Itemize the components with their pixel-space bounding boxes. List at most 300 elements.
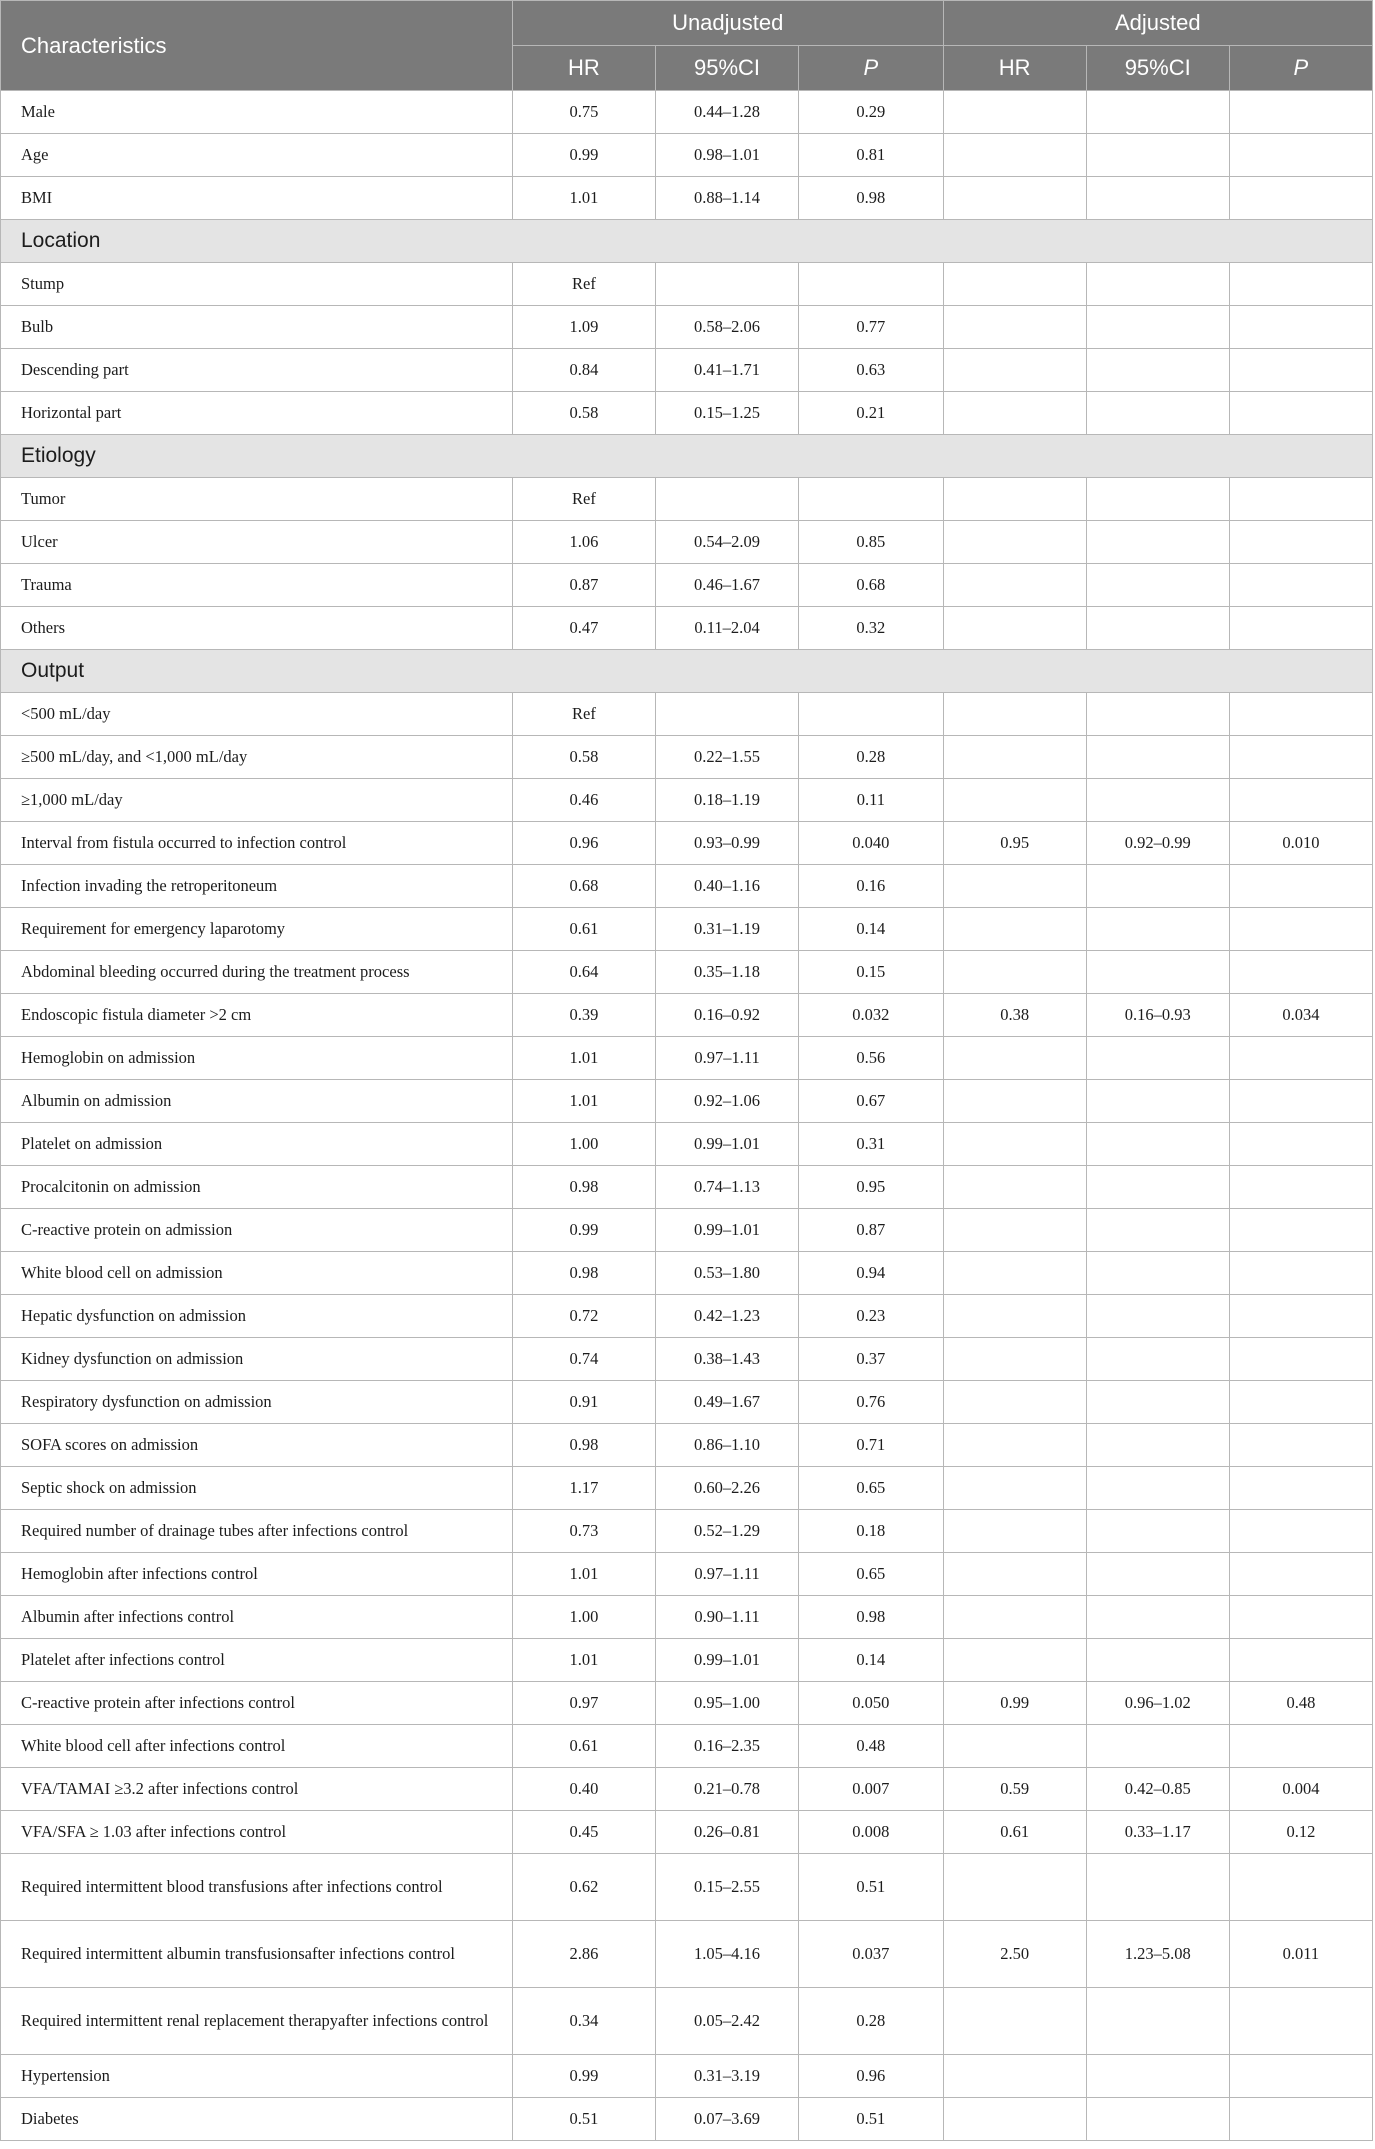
- table-row: [1, 736, 1373, 779]
- unadjusted-ci-cell: 0.42–1.23: [655, 1295, 798, 1338]
- unadjusted-p-cell: [799, 693, 944, 736]
- unadjusted-ci-cell: 0.92–1.06: [655, 1080, 798, 1123]
- characteristic-label: Tumor: [1, 478, 513, 521]
- unadjusted-hr-cell: 0.99: [512, 134, 655, 177]
- adjusted-p-cell: [1229, 1037, 1372, 1080]
- unadjusted-hr-cell: 0.47: [512, 607, 655, 650]
- table-row: [1, 478, 1373, 521]
- adjusted-ci-cell: [1086, 607, 1229, 650]
- adjusted-hr-cell: 0.38: [943, 994, 1086, 1037]
- table-row: [1, 1252, 1373, 1295]
- adjusted-hr-cell: [943, 1854, 1086, 1921]
- table-row: [1, 1295, 1373, 1338]
- unadjusted-p-cell: 0.94: [799, 1252, 944, 1295]
- unadjusted-hr-cell: 1.01: [512, 177, 655, 220]
- section-label: Output: [1, 650, 1373, 693]
- table-body: [1, 91, 1373, 2141]
- unadjusted-ci-cell: 0.46–1.67: [655, 564, 798, 607]
- adjusted-ci-cell: [1086, 392, 1229, 435]
- unadjusted-p-cell: 0.67: [799, 1080, 944, 1123]
- characteristic-label: VFA/SFA ≥ 1.03 after infections control: [1, 1811, 513, 1854]
- unadjusted-hr-cell: 0.68: [512, 865, 655, 908]
- characteristic-label: Hemoglobin on admission: [1, 1037, 513, 1080]
- unadjusted-ci-cell: 0.49–1.67: [655, 1381, 798, 1424]
- table-row: [1, 1921, 1373, 1988]
- characteristic-label: Procalcitonin on admission: [1, 1166, 513, 1209]
- unadjusted-p-cell: 0.87: [799, 1209, 944, 1252]
- unadjusted-p-cell: 0.98: [799, 1596, 944, 1639]
- characteristic-label: White blood cell on admission: [1, 1252, 513, 1295]
- adjusted-p-cell: [1229, 736, 1372, 779]
- adjusted-ci-cell: [1086, 1467, 1229, 1510]
- characteristic-label: C-reactive protein on admission: [1, 1209, 513, 1252]
- adjusted-ci-cell: [1086, 1854, 1229, 1921]
- adjusted-hr-cell: [943, 1725, 1086, 1768]
- unadjusted-p-cell: 0.007: [799, 1768, 944, 1811]
- unadjusted-p-cell: 0.23: [799, 1295, 944, 1338]
- adjusted-ci-cell: [1086, 134, 1229, 177]
- unadjusted-ci-cell: 0.35–1.18: [655, 951, 798, 994]
- unadjusted-ci-cell: 0.15–2.55: [655, 1854, 798, 1921]
- adjusted-p-cell: [1229, 1725, 1372, 1768]
- characteristic-label: Kidney dysfunction on admission: [1, 1338, 513, 1381]
- adjusted-ci-cell: [1086, 1037, 1229, 1080]
- table-row: [1, 91, 1373, 134]
- unadjusted-p-cell: 0.14: [799, 1639, 944, 1682]
- table-row: [1, 1596, 1373, 1639]
- adjusted-p-cell: [1229, 2055, 1372, 2098]
- table-row: [1, 306, 1373, 349]
- adjusted-ci-cell: [1086, 263, 1229, 306]
- adjusted-p-cell: 0.004: [1229, 1768, 1372, 1811]
- unadjusted-hr-cell: 0.73: [512, 1510, 655, 1553]
- unadjusted-hr-cell: 0.61: [512, 1725, 655, 1768]
- adjusted-hr-cell: [943, 865, 1086, 908]
- unadjusted-ci-cell: 0.21–0.78: [655, 1768, 798, 1811]
- adjusted-ci-cell: [1086, 1510, 1229, 1553]
- unadjusted-hr-cell: 0.99: [512, 2055, 655, 2098]
- header-adjusted: Adjusted: [943, 1, 1372, 46]
- unadjusted-ci-cell: 0.95–1.00: [655, 1682, 798, 1725]
- unadjusted-hr-cell: Ref: [512, 263, 655, 306]
- table-row: [1, 1682, 1373, 1725]
- unadjusted-p-cell: [799, 263, 944, 306]
- table-row: [1, 1811, 1373, 1854]
- unadjusted-ci-cell: 0.31–1.19: [655, 908, 798, 951]
- table-row: [1, 1338, 1373, 1381]
- table-row: [1, 1639, 1373, 1682]
- unadjusted-ci-cell: 0.99–1.01: [655, 1209, 798, 1252]
- unadjusted-hr-cell: 0.39: [512, 994, 655, 1037]
- unadjusted-p-cell: 0.037: [799, 1921, 944, 1988]
- unadjusted-p-cell: 0.71: [799, 1424, 944, 1467]
- adjusted-hr-cell: [943, 306, 1086, 349]
- adjusted-ci-cell: [1086, 1424, 1229, 1467]
- adjusted-hr-cell: [943, 2055, 1086, 2098]
- unadjusted-p-cell: 0.16: [799, 865, 944, 908]
- section-row: [1, 435, 1373, 478]
- unadjusted-hr-cell: 1.00: [512, 1596, 655, 1639]
- header-adjusted-p: P: [1229, 46, 1372, 91]
- adjusted-p-cell: [1229, 1166, 1372, 1209]
- table-row: [1, 951, 1373, 994]
- adjusted-hr-cell: [943, 349, 1086, 392]
- adjusted-p-cell: [1229, 1596, 1372, 1639]
- unadjusted-ci-cell: 0.16–0.92: [655, 994, 798, 1037]
- unadjusted-hr-cell: 0.91: [512, 1381, 655, 1424]
- unadjusted-p-cell: 0.15: [799, 951, 944, 994]
- unadjusted-p-cell: 0.050: [799, 1682, 944, 1725]
- characteristic-label: Required intermittent blood transfusions after infections control: [1, 1854, 513, 1921]
- table-row: [1, 564, 1373, 607]
- table-row: [1, 822, 1373, 865]
- adjusted-p-cell: 0.011: [1229, 1921, 1372, 1988]
- unadjusted-hr-cell: 0.98: [512, 1424, 655, 1467]
- characteristic-label: Diabetes: [1, 2098, 513, 2141]
- unadjusted-p-cell: 0.14: [799, 908, 944, 951]
- unadjusted-hr-cell: 1.09: [512, 306, 655, 349]
- characteristic-label: Infection invading the retroperitoneum: [1, 865, 513, 908]
- adjusted-ci-cell: [1086, 2098, 1229, 2141]
- unadjusted-p-cell: 0.63: [799, 349, 944, 392]
- adjusted-p-cell: [1229, 693, 1372, 736]
- unadjusted-hr-cell: 0.74: [512, 1338, 655, 1381]
- table-row: [1, 392, 1373, 435]
- characteristic-label: VFA/TAMAI ≥3.2 after infections control: [1, 1768, 513, 1811]
- adjusted-ci-cell: [1086, 951, 1229, 994]
- table-row: [1, 1080, 1373, 1123]
- adjusted-p-cell: [1229, 1467, 1372, 1510]
- unadjusted-hr-cell: 0.98: [512, 1252, 655, 1295]
- adjusted-hr-cell: [943, 693, 1086, 736]
- unadjusted-ci-cell: 0.18–1.19: [655, 779, 798, 822]
- adjusted-p-cell: [1229, 1854, 1372, 1921]
- adjusted-hr-cell: 0.61: [943, 1811, 1086, 1854]
- table-row: [1, 1553, 1373, 1596]
- header-characteristics: Characteristics: [1, 1, 513, 91]
- adjusted-hr-cell: [943, 1338, 1086, 1381]
- adjusted-ci-cell: [1086, 91, 1229, 134]
- unadjusted-hr-cell: 0.40: [512, 1768, 655, 1811]
- characteristic-label: Abdominal bleeding occurred during the treatment process: [1, 951, 513, 994]
- unadjusted-ci-cell: 0.88–1.14: [655, 177, 798, 220]
- unadjusted-p-cell: 0.76: [799, 1381, 944, 1424]
- characteristic-label: Required number of drainage tubes after infections control: [1, 1510, 513, 1553]
- adjusted-ci-cell: 0.16–0.93: [1086, 994, 1229, 1037]
- adjusted-p-cell: [1229, 1381, 1372, 1424]
- characteristic-label: Others: [1, 607, 513, 650]
- unadjusted-hr-cell: 1.17: [512, 1467, 655, 1510]
- unadjusted-ci-cell: 0.22–1.55: [655, 736, 798, 779]
- adjusted-p-cell: [1229, 779, 1372, 822]
- adjusted-hr-cell: [943, 1988, 1086, 2055]
- characteristic-label: SOFA scores on admission: [1, 1424, 513, 1467]
- adjusted-hr-cell: [943, 1209, 1086, 1252]
- adjusted-hr-cell: [943, 392, 1086, 435]
- adjusted-ci-cell: [1086, 865, 1229, 908]
- unadjusted-p-cell: 0.28: [799, 736, 944, 779]
- adjusted-p-cell: [1229, 1209, 1372, 1252]
- adjusted-p-cell: [1229, 1510, 1372, 1553]
- adjusted-p-cell: 0.010: [1229, 822, 1372, 865]
- adjusted-p-cell: [1229, 607, 1372, 650]
- adjusted-p-cell: [1229, 865, 1372, 908]
- adjusted-p-cell: [1229, 349, 1372, 392]
- unadjusted-p-cell: 0.68: [799, 564, 944, 607]
- unadjusted-p-cell: 0.85: [799, 521, 944, 564]
- unadjusted-ci-cell: 0.53–1.80: [655, 1252, 798, 1295]
- characteristic-label: Horizontal part: [1, 392, 513, 435]
- adjusted-ci-cell: 0.92–0.99: [1086, 822, 1229, 865]
- table-row: [1, 1854, 1373, 1921]
- table-row: [1, 1424, 1373, 1467]
- header-unadjusted: Unadjusted: [512, 1, 943, 46]
- adjusted-p-cell: [1229, 1553, 1372, 1596]
- adjusted-p-cell: [1229, 134, 1372, 177]
- adjusted-hr-cell: [943, 1467, 1086, 1510]
- unadjusted-ci-cell: 0.38–1.43: [655, 1338, 798, 1381]
- characteristic-label: Trauma: [1, 564, 513, 607]
- unadjusted-ci-cell: 0.97–1.11: [655, 1553, 798, 1596]
- unadjusted-p-cell: 0.65: [799, 1467, 944, 1510]
- unadjusted-ci-cell: 0.97–1.11: [655, 1037, 798, 1080]
- unadjusted-ci-cell: [655, 478, 798, 521]
- adjusted-p-cell: [1229, 91, 1372, 134]
- adjusted-p-cell: 0.12: [1229, 1811, 1372, 1854]
- unadjusted-p-cell: 0.48: [799, 1725, 944, 1768]
- unadjusted-p-cell: 0.51: [799, 2098, 944, 2141]
- unadjusted-p-cell: 0.040: [799, 822, 944, 865]
- adjusted-p-cell: 0.034: [1229, 994, 1372, 1037]
- unadjusted-hr-cell: 0.51: [512, 2098, 655, 2141]
- unadjusted-ci-cell: 0.99–1.01: [655, 1123, 798, 1166]
- table-row: [1, 1988, 1373, 2055]
- adjusted-hr-cell: [943, 1510, 1086, 1553]
- unadjusted-hr-cell: 0.75: [512, 91, 655, 134]
- adjusted-hr-cell: [943, 263, 1086, 306]
- unadjusted-ci-cell: 0.07–3.69: [655, 2098, 798, 2141]
- section-row: [1, 650, 1373, 693]
- table-row: [1, 779, 1373, 822]
- table-row: [1, 521, 1373, 564]
- adjusted-ci-cell: [1086, 1553, 1229, 1596]
- unadjusted-hr-cell: 1.01: [512, 1639, 655, 1682]
- unadjusted-ci-cell: 0.58–2.06: [655, 306, 798, 349]
- characteristic-label: Hypertension: [1, 2055, 513, 2098]
- table-row: [1, 693, 1373, 736]
- table-row: [1, 1467, 1373, 1510]
- header-adjusted-hr: HR: [943, 46, 1086, 91]
- unadjusted-hr-cell: 0.99: [512, 1209, 655, 1252]
- unadjusted-p-cell: 0.98: [799, 177, 944, 220]
- adjusted-p-cell: [1229, 1080, 1372, 1123]
- adjusted-ci-cell: [1086, 1295, 1229, 1338]
- characteristic-label: Bulb: [1, 306, 513, 349]
- section-label: Location: [1, 220, 1373, 263]
- unadjusted-ci-cell: 0.86–1.10: [655, 1424, 798, 1467]
- characteristic-label: Albumin after infections control: [1, 1596, 513, 1639]
- unadjusted-hr-cell: 0.64: [512, 951, 655, 994]
- adjusted-ci-cell: [1086, 1166, 1229, 1209]
- unadjusted-hr-cell: 0.87: [512, 564, 655, 607]
- unadjusted-p-cell: 0.32: [799, 607, 944, 650]
- adjusted-hr-cell: [943, 134, 1086, 177]
- characteristic-label: ≥500 mL/day, and <1,000 mL/day: [1, 736, 513, 779]
- unadjusted-ci-cell: 0.15–1.25: [655, 392, 798, 435]
- unadjusted-p-cell: [799, 478, 944, 521]
- unadjusted-hr-cell: 0.96: [512, 822, 655, 865]
- unadjusted-p-cell: 0.96: [799, 2055, 944, 2098]
- unadjusted-hr-cell: 0.58: [512, 736, 655, 779]
- adjusted-p-cell: [1229, 564, 1372, 607]
- header-unadjusted-p: P: [799, 46, 944, 91]
- table-row: [1, 908, 1373, 951]
- unadjusted-p-cell: 0.77: [799, 306, 944, 349]
- table-header: [1, 1, 1373, 91]
- adjusted-hr-cell: [943, 2098, 1086, 2141]
- adjusted-p-cell: [1229, 478, 1372, 521]
- adjusted-ci-cell: [1086, 1596, 1229, 1639]
- adjusted-p-cell: [1229, 306, 1372, 349]
- adjusted-p-cell: [1229, 951, 1372, 994]
- unadjusted-p-cell: 0.28: [799, 1988, 944, 2055]
- adjusted-hr-cell: [943, 1639, 1086, 1682]
- adjusted-hr-cell: [943, 478, 1086, 521]
- unadjusted-ci-cell: 0.16–2.35: [655, 1725, 798, 1768]
- header-unadjusted-hr: HR: [512, 46, 655, 91]
- characteristic-label: Ulcer: [1, 521, 513, 564]
- characteristic-label: Hemoglobin after infections control: [1, 1553, 513, 1596]
- adjusted-hr-cell: 0.95: [943, 822, 1086, 865]
- characteristic-label: Hepatic dysfunction on admission: [1, 1295, 513, 1338]
- adjusted-ci-cell: [1086, 1381, 1229, 1424]
- adjusted-ci-cell: [1086, 1080, 1229, 1123]
- adjusted-p-cell: [1229, 1988, 1372, 2055]
- unadjusted-ci-cell: 0.44–1.28: [655, 91, 798, 134]
- adjusted-p-cell: [1229, 177, 1372, 220]
- section-row: [1, 220, 1373, 263]
- unadjusted-hr-cell: 0.84: [512, 349, 655, 392]
- unadjusted-p-cell: 0.65: [799, 1553, 944, 1596]
- adjusted-ci-cell: [1086, 693, 1229, 736]
- table-row: [1, 177, 1373, 220]
- characteristic-label: White blood cell after infections control: [1, 1725, 513, 1768]
- unadjusted-ci-cell: 0.99–1.01: [655, 1639, 798, 1682]
- adjusted-ci-cell: 1.23–5.08: [1086, 1921, 1229, 1988]
- unadjusted-p-cell: 0.56: [799, 1037, 944, 1080]
- table-row: [1, 865, 1373, 908]
- adjusted-ci-cell: [1086, 478, 1229, 521]
- adjusted-hr-cell: 0.99: [943, 1682, 1086, 1725]
- characteristic-label: Albumin on admission: [1, 1080, 513, 1123]
- adjusted-p-cell: 0.48: [1229, 1682, 1372, 1725]
- unadjusted-ci-cell: [655, 263, 798, 306]
- unadjusted-ci-cell: 0.31–3.19: [655, 2055, 798, 2098]
- table-row: [1, 1037, 1373, 1080]
- table-row: [1, 1725, 1373, 1768]
- header-unadjusted-ci: 95%CI: [655, 46, 798, 91]
- adjusted-ci-cell: [1086, 1988, 1229, 2055]
- adjusted-p-cell: [1229, 1639, 1372, 1682]
- adjusted-ci-cell: [1086, 1252, 1229, 1295]
- table-row: [1, 1381, 1373, 1424]
- adjusted-hr-cell: [943, 1123, 1086, 1166]
- table-row: [1, 1768, 1373, 1811]
- unadjusted-hr-cell: 0.72: [512, 1295, 655, 1338]
- adjusted-hr-cell: [943, 564, 1086, 607]
- adjusted-hr-cell: [943, 779, 1086, 822]
- unadjusted-ci-cell: 0.40–1.16: [655, 865, 798, 908]
- adjusted-hr-cell: [943, 1080, 1086, 1123]
- unadjusted-ci-cell: 0.93–0.99: [655, 822, 798, 865]
- unadjusted-hr-cell: Ref: [512, 693, 655, 736]
- unadjusted-ci-cell: 0.41–1.71: [655, 349, 798, 392]
- adjusted-hr-cell: [943, 1381, 1086, 1424]
- characteristic-label: Interval from fistula occurred to infection control: [1, 822, 513, 865]
- adjusted-p-cell: [1229, 263, 1372, 306]
- adjusted-ci-cell: 0.42–0.85: [1086, 1768, 1229, 1811]
- adjusted-hr-cell: [943, 1553, 1086, 1596]
- characteristic-label: C-reactive protein after infections control: [1, 1682, 513, 1725]
- adjusted-ci-cell: [1086, 306, 1229, 349]
- adjusted-p-cell: [1229, 521, 1372, 564]
- unadjusted-hr-cell: 0.45: [512, 1811, 655, 1854]
- unadjusted-ci-cell: 0.98–1.01: [655, 134, 798, 177]
- table-row: [1, 1123, 1373, 1166]
- table-row: [1, 1209, 1373, 1252]
- characteristic-label: Respiratory dysfunction on admission: [1, 1381, 513, 1424]
- unadjusted-hr-cell: 1.06: [512, 521, 655, 564]
- adjusted-hr-cell: [943, 1166, 1086, 1209]
- unadjusted-hr-cell: 0.61: [512, 908, 655, 951]
- adjusted-ci-cell: [1086, 564, 1229, 607]
- adjusted-ci-cell: 0.33–1.17: [1086, 1811, 1229, 1854]
- adjusted-hr-cell: [943, 91, 1086, 134]
- adjusted-p-cell: [1229, 392, 1372, 435]
- unadjusted-ci-cell: 0.05–2.42: [655, 1988, 798, 2055]
- unadjusted-p-cell: 0.032: [799, 994, 944, 1037]
- unadjusted-hr-cell: 0.46: [512, 779, 655, 822]
- unadjusted-hr-cell: 0.98: [512, 1166, 655, 1209]
- section-label: Etiology: [1, 435, 1373, 478]
- adjusted-hr-cell: [943, 1424, 1086, 1467]
- adjusted-ci-cell: [1086, 1725, 1229, 1768]
- unadjusted-ci-cell: [655, 693, 798, 736]
- table-row: [1, 2055, 1373, 2098]
- table-row: [1, 2098, 1373, 2141]
- header-adjusted-ci: 95%CI: [1086, 46, 1229, 91]
- characteristic-label: BMI: [1, 177, 513, 220]
- adjusted-hr-cell: [943, 951, 1086, 994]
- characteristic-label: Endoscopic fistula diameter >2 cm: [1, 994, 513, 1037]
- unadjusted-p-cell: 0.81: [799, 134, 944, 177]
- unadjusted-ci-cell: 0.60–2.26: [655, 1467, 798, 1510]
- adjusted-ci-cell: [1086, 177, 1229, 220]
- adjusted-ci-cell: [1086, 736, 1229, 779]
- characteristic-label: Descending part: [1, 349, 513, 392]
- adjusted-p-cell: [1229, 1295, 1372, 1338]
- adjusted-ci-cell: [1086, 1338, 1229, 1381]
- characteristic-label: ≥1,000 mL/day: [1, 779, 513, 822]
- adjusted-ci-cell: [1086, 1639, 1229, 1682]
- unadjusted-p-cell: 0.31: [799, 1123, 944, 1166]
- adjusted-p-cell: [1229, 1424, 1372, 1467]
- unadjusted-hr-cell: 0.58: [512, 392, 655, 435]
- adjusted-p-cell: [1229, 2098, 1372, 2141]
- adjusted-hr-cell: [943, 1252, 1086, 1295]
- unadjusted-hr-cell: 1.01: [512, 1080, 655, 1123]
- adjusted-ci-cell: [1086, 1123, 1229, 1166]
